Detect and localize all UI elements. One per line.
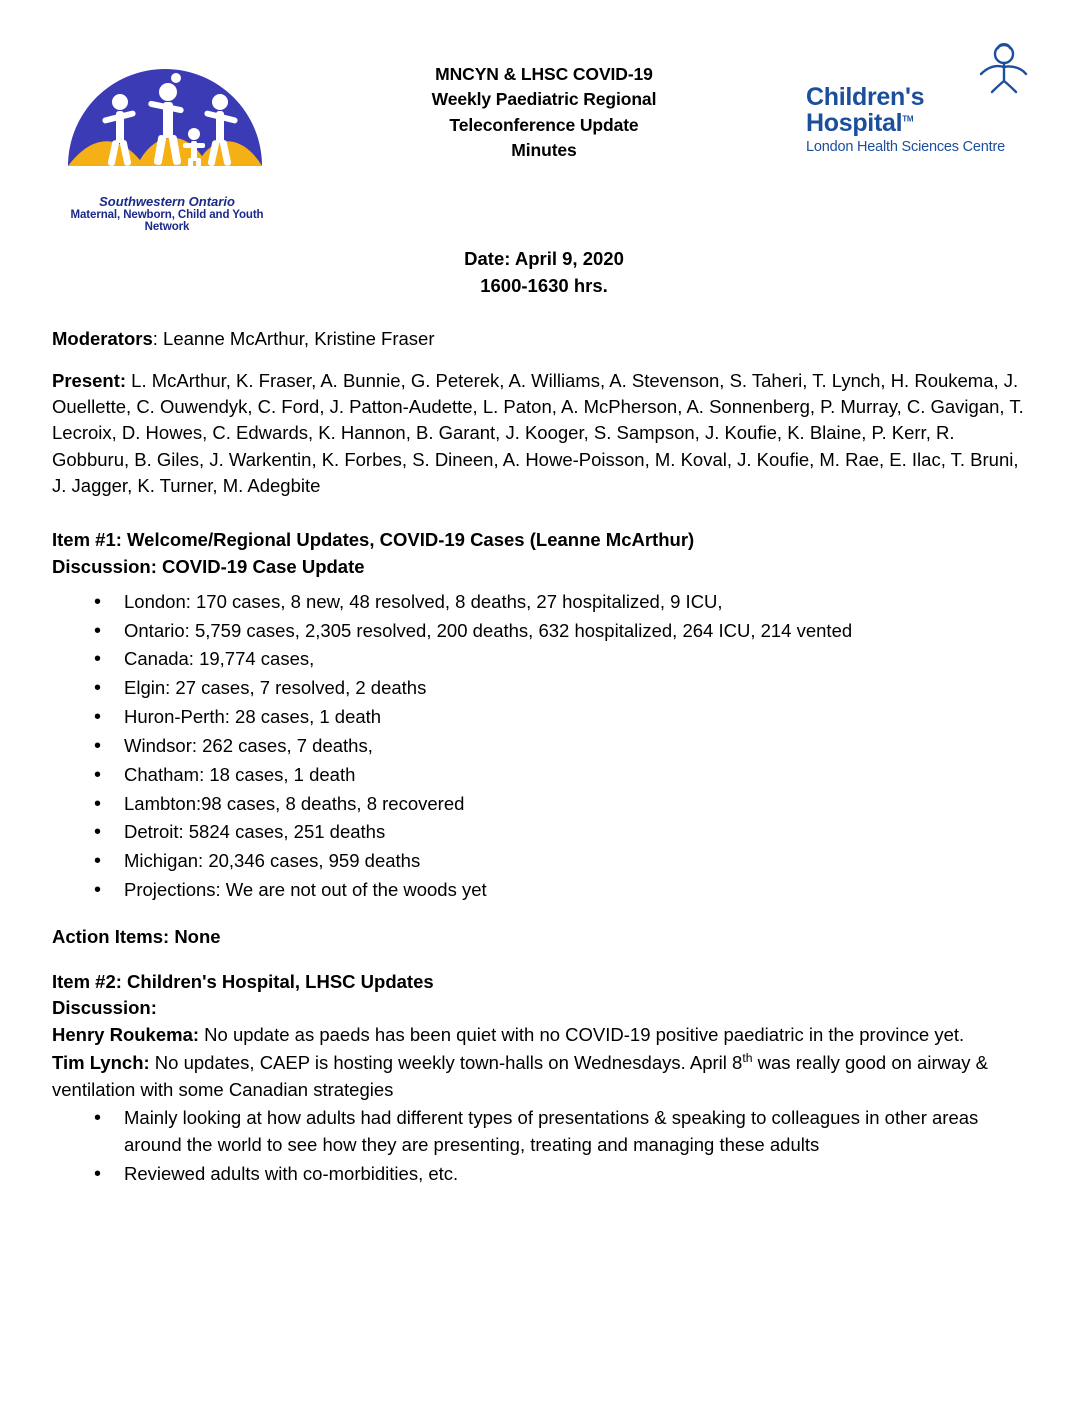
- list-item: • Lambton:98 cases, 8 deaths, 8 recovered: [52, 791, 1036, 818]
- list-item: • Mainly looking at how adults had different types of presentations & speaking to colleagues in other areas around the world to see how they are presenting, treating and managing these adults: [52, 1105, 1036, 1159]
- list-item: • Huron-Perth: 28 cases, 1 death: [52, 704, 1036, 731]
- moderators-value: Leanne McArthur, Kristine Fraser: [163, 327, 435, 349]
- list-item: • London: 170 cases, 8 new, 48 resolved, 8 deaths, 27 hospitalized, 9 ICU,: [52, 589, 1036, 616]
- item2-speaker-henry-roukema: [52, 1022, 1036, 1048]
- present-label: Present:: [52, 369, 127, 391]
- meeting-time: 1600-1630 hrs.: [480, 274, 608, 296]
- item2-heading: Item #2: Children's Hospital, LHSC Updates: [52, 970, 434, 992]
- list-item: • Michigan: 20,346 cases, 959 deaths: [52, 848, 1036, 875]
- mncyn-caption-line1: Southwestern Ontario: [99, 194, 235, 209]
- title-line-4: Minutes: [511, 140, 577, 161]
- list-item: • Ontario: 5,759 cases, 2,305 resolved, 200 deaths, 632 hospitalized, 264 ICU, 214 vented: [52, 618, 1036, 645]
- item1-discussion: Discussion: COVID-19 Case Update: [52, 556, 365, 578]
- item1-bullet-list: [52, 589, 1036, 904]
- item1-action-items: Action Items: None: [52, 925, 221, 947]
- list-item: • Chatham: 18 cases, 1 death: [52, 762, 1036, 789]
- lhsc-subtitle: London Health Sciences Centre: [806, 138, 1005, 155]
- ch-line1: Children's Hospital: [806, 83, 925, 138]
- speaker-text-ordinal: th: [742, 1051, 753, 1066]
- speaker-label: Tim Lynch:: [52, 1052, 150, 1074]
- title-line-3: Teleconference Update: [449, 114, 639, 135]
- list-item: • Windsor: 262 cases, 7 deaths,: [52, 733, 1036, 760]
- list-item: • Reviewed adults with co-morbidities, etc.: [52, 1161, 1036, 1188]
- childrens-hospital-logo: [806, 36, 1036, 156]
- item1-heading: Item #1: Welcome/Regional Updates, COVID-19 Cases (Leanne McArthur): [52, 529, 695, 551]
- meeting-date-block: [52, 246, 1036, 300]
- list-item: • Detroit: 5824 cases, 251 deaths: [52, 819, 1036, 846]
- item2-speaker-tim-lynch: [52, 1050, 1036, 1103]
- mncyn-caption-line2: Maternal, Newborn, Child and Youth Network: [70, 209, 264, 233]
- speaker-text-part2: was really good on airway & ventilation with some Canadian strategies: [52, 1052, 988, 1100]
- page-title: [282, 36, 806, 164]
- trademark-symbol: TM: [902, 114, 914, 124]
- item2-bullet-list: [52, 1105, 1036, 1187]
- speaker-text: No update as paeds has been quiet with no COVID-19 positive paediatric in the province yet.: [199, 1024, 965, 1046]
- meeting-date: Date: April 9, 2020: [464, 248, 624, 269]
- list-item: • Projections: We are not out of the woods yet: [52, 877, 1036, 904]
- document-body: [52, 246, 1036, 1188]
- childrens-hospital-mark-icon: [970, 42, 1034, 99]
- title-line-1: MNCYN & LHSC COVID-19: [435, 64, 653, 84]
- document-header: [52, 36, 1036, 233]
- mncyn-logo: [52, 36, 282, 233]
- present-line: [52, 368, 1036, 499]
- title-line-2: Weekly Paediatric Regional: [431, 89, 657, 110]
- moderators-line: [52, 326, 1036, 352]
- moderators-label: Moderators: [52, 327, 153, 349]
- speaker-label: Henry Roukema:: [52, 1024, 200, 1046]
- list-item: • Canada: 19,774 cases,: [52, 646, 1036, 673]
- moderators-separator: :: [152, 327, 164, 349]
- item2-discussion: Discussion:: [52, 997, 157, 1019]
- present-value: L. McArthur, K. Fraser, A. Bunnie, G. Peterek, A. Williams, A. Stevenson, S. Taheri, T. Lynch, H. Roukema, J. Ouellette, C. Ouwendyk, C. Ford, J. Patton-Audette, L. Paton, A. McPherson, A. Sonnenberg, P. Murray, C. Gavigan, T. Lecroix, D. Howes, C. Edwards, K. Hannon, B. Garant, J. Kooger, S. Sampson, J. Koufie, K. Blaine, P. Kerr, R. Gobburu, B. Giles, J. Warkentin, K. Forbes, S. Dineen, A. Howe-Poisson, M. Koval, J. Koufie, M. Rae, E. Ilac, T. Bruni, J. Jagger, K. Turner, M. Adegbite: [52, 369, 1024, 496]
- list-item: • Elgin: 27 cases, 7 resolved, 2 deaths: [52, 675, 1036, 702]
- speaker-text-part1: No updates, CAEP is hosting weekly town-halls on Wednesdays. April 8: [149, 1052, 743, 1074]
